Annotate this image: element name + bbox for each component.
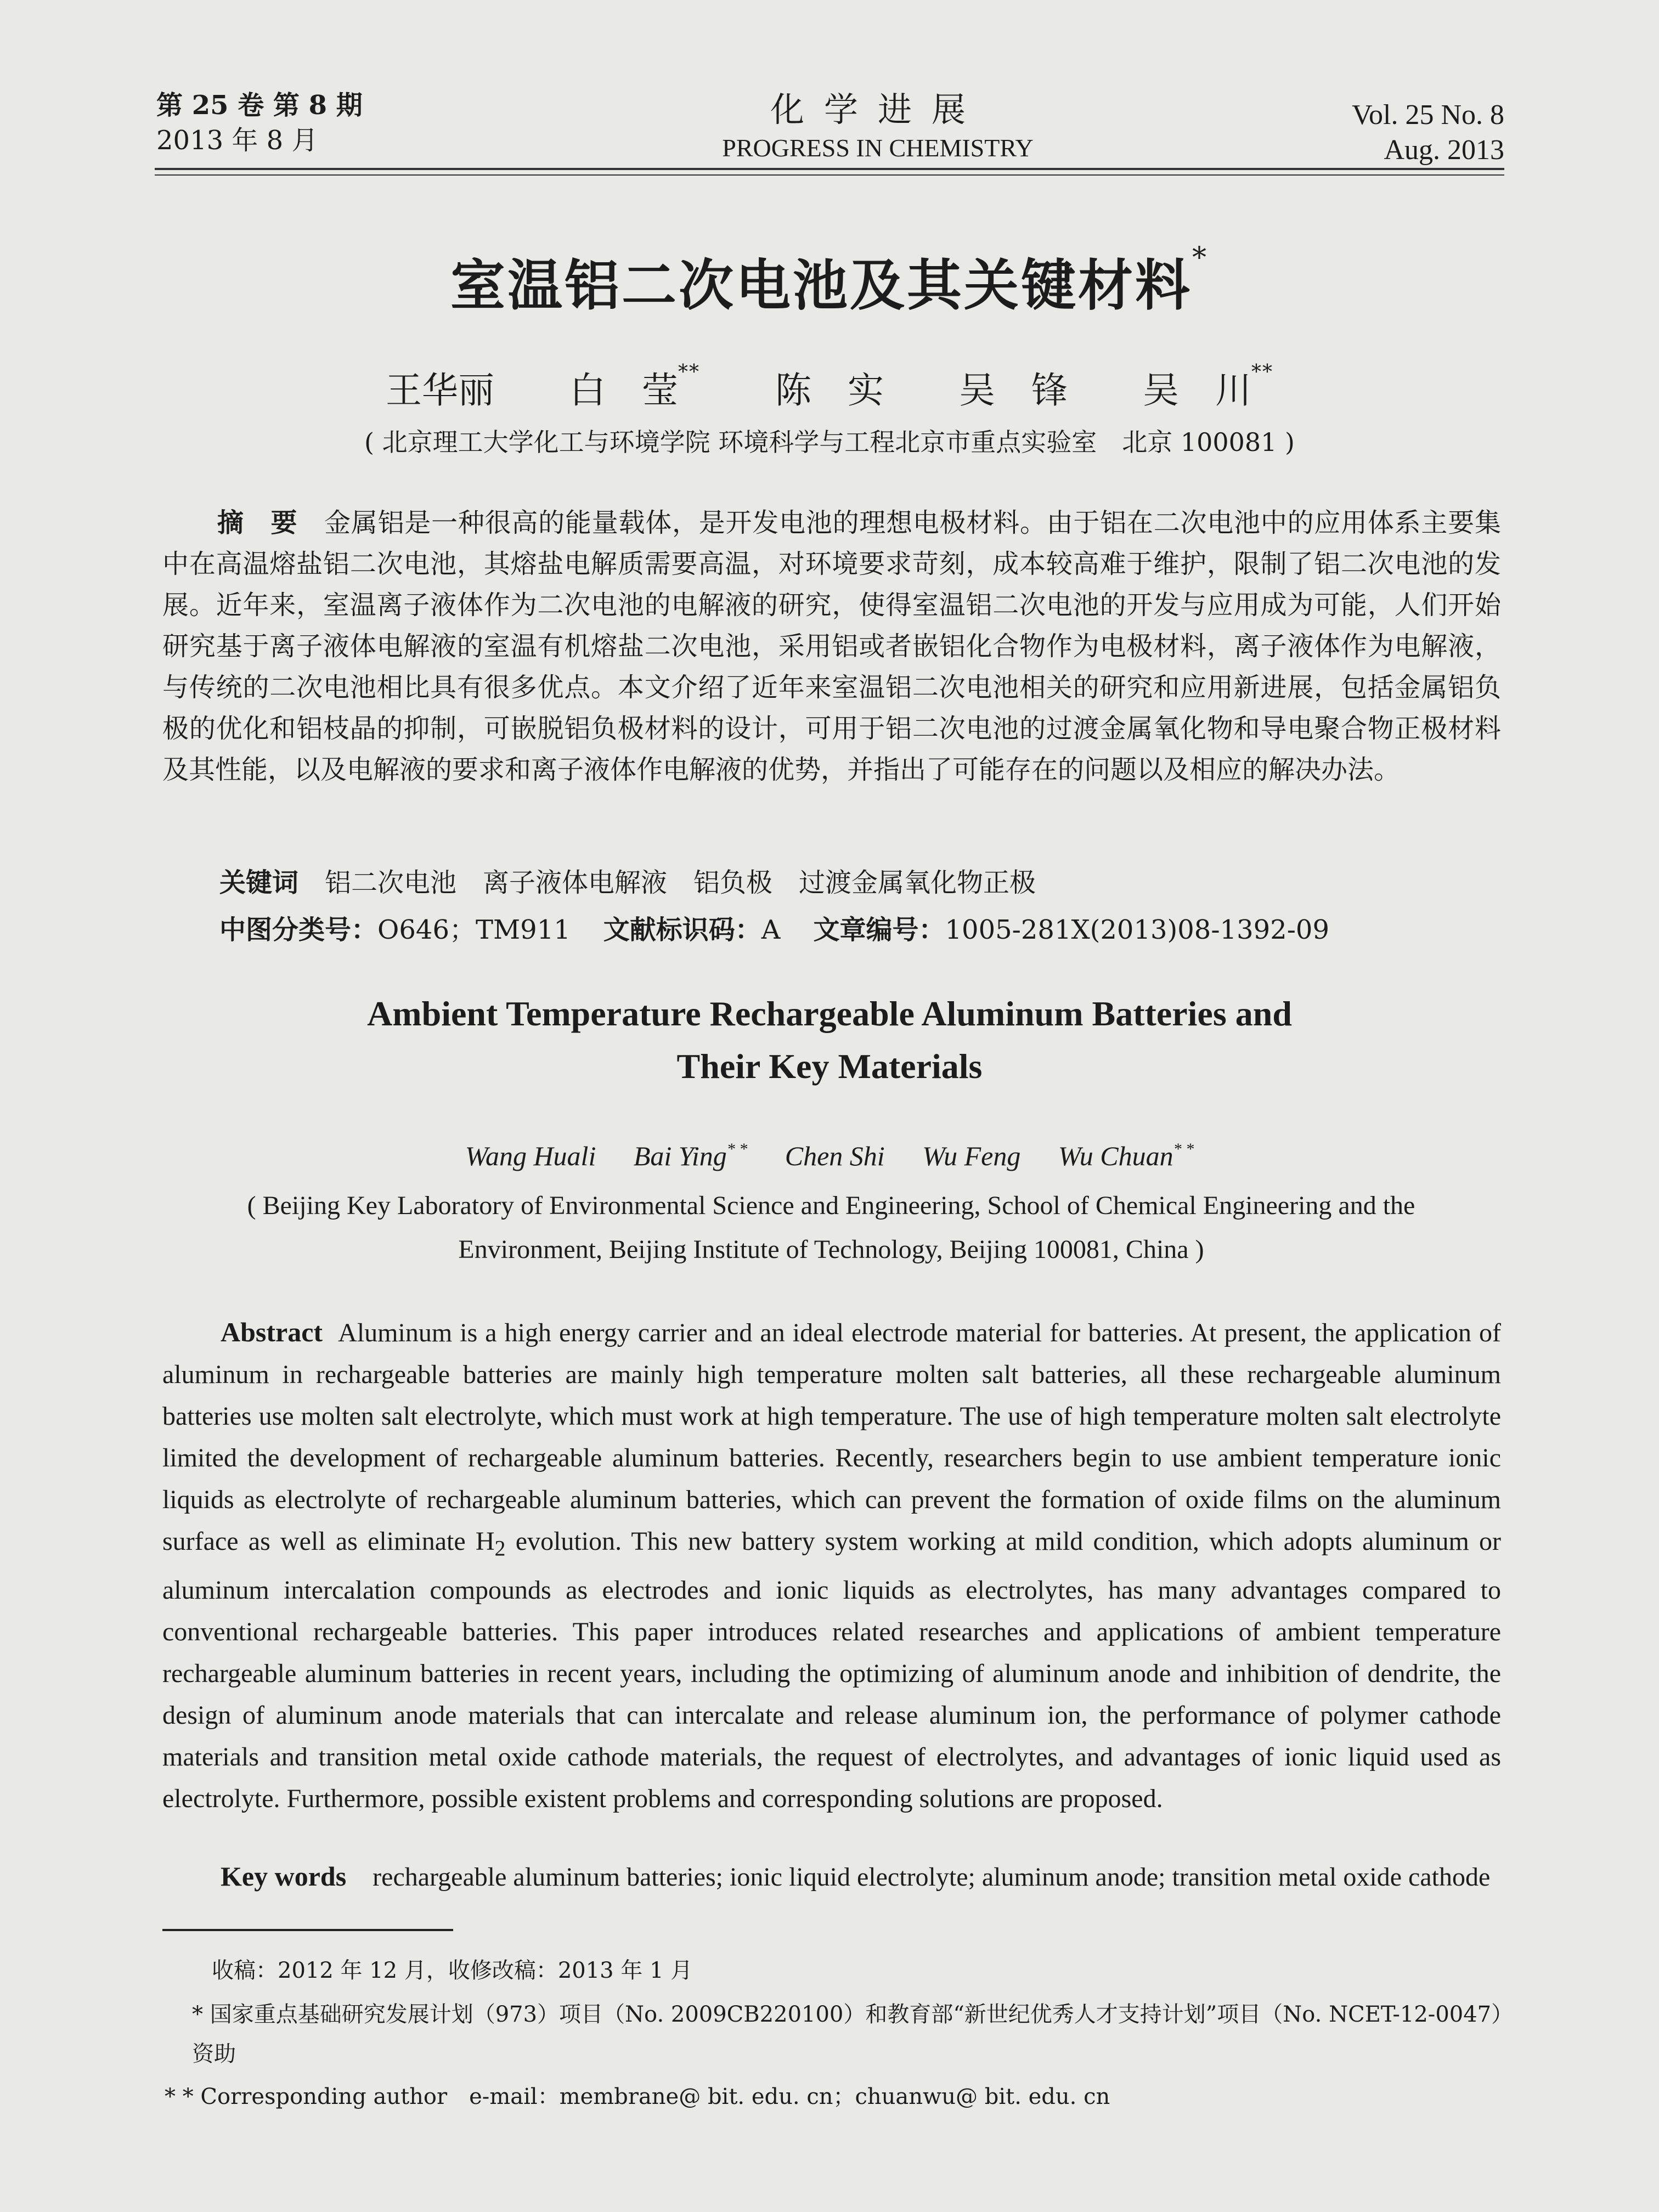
author-cn: 王华丽 <box>386 369 495 411</box>
abstract-subscript: 2 <box>494 1536 506 1561</box>
affiliation-en: ( Beijing Key Laboratory of Environmental Science and Engineering, School of Chemical Engineering and the Environment, Beijing Institute of Technology, Beijing 100081, China ) <box>247 1191 1415 1264</box>
author-cn: 白 莹** <box>569 361 701 411</box>
keywords-label-en: Key words <box>221 1861 347 1892</box>
doc-code-label: 文献标识码： <box>603 915 761 945</box>
issue-info-cn <box>156 88 363 158</box>
authors-en <box>0 1140 1659 1172</box>
keywords-text-en: rechargeable aluminum batteries; ionic liquid electrolyte; aluminum anode; transition metal oxide cathode <box>373 1863 1491 1892</box>
footnote-divider <box>162 1929 453 1931</box>
journal-name-cn: 化学进展 <box>770 89 985 129</box>
affiliation-cn: ( 北京理工大学化工与环境学院 环境科学与工程北京市重点实验室 北京 100081 ) <box>364 427 1295 457</box>
footnote-corresponding: * * Corresponding author e-mail：membrane@ bit. edu. cn；chuanwu@ bit. edu. cn <box>165 2084 1110 2109</box>
issue-volume-cn: 第 25 卷 第 8 期 <box>156 90 363 121</box>
footnote-received: 收稿：2012 年 12 月，收修改稿：2013 年 1 月 <box>212 1958 693 1983</box>
abstract-text-cn: 金属铝是一种很高的能量载体，是开发电池的理想电极材料。由于铝在二次电池中的应用体系主要集中在高温熔盐铝二次电池，其熔盐电解质需要高温，对环境要求苛刻，成本较高难于维护，限制了铝二次电池的发展。近年来，室温离子液体作为二次电池的电解液的研究，使得室温铝二次电池的开发与应用成为可能，人们开始研究基于离子液体电解液的室温有机熔盐二次电池，采用铝或者嵌铝化合物作为电极材料，离子液体作为电解液，与传统的二次电池相比具有很多优点。本文介绍了近年来室温铝二次电池相关的研究和应用新进展，包括金属铝负极的优化和铝枝晶的抑制，可嵌脱铝负极材料的设计，可用于铝二次电池的过渡金属氧化物和导电聚合物正极材料及其性能，以及电解液的要求和离子液体作电解液的优势，并指出了可能存在的问题以及相应的解决办法。 <box>162 507 1501 785</box>
issue-info-en <box>1352 98 1504 168</box>
article-number-label: 文章编号： <box>813 915 945 945</box>
header-rule-thick <box>155 168 1504 170</box>
journal-name-en: PROGRESS IN CHEMISTRY <box>722 134 1034 162</box>
author-en: Bai Ying* * <box>633 1140 748 1171</box>
author-cn: 陈 实 <box>775 369 884 411</box>
keywords-cn <box>219 861 1036 899</box>
journal-name <box>603 82 1152 162</box>
classification-line <box>219 909 1329 946</box>
footnote-funding: * 国家重点基础研究发展计划（973）项目（No. 2009CB220100）和教育部“新世纪优秀人才支持计划”项目（No. NCET-12-0047）资助 <box>192 2002 1503 2067</box>
title-line1-en: Ambient Temperature Rechargeable Aluminum Batteries and <box>367 994 1292 1033</box>
author-en: Wu Feng <box>922 1141 1021 1171</box>
issue-date-en: Aug. 2013 <box>1384 134 1504 166</box>
title-text-cn: 室温铝二次电池及其关键材料 <box>450 253 1192 318</box>
author-cn: 吴 锋 <box>958 369 1068 411</box>
abstract-text-en-part1: Aluminum is a high energy carrier and an ideal electrode material for batteries. At present, the application of aluminum in rechargeable batteries are mainly high temperature molten salt batteries, all these rechargeable aluminum batteries use molten salt electrolyte, which must work at high temperature. The use of high temperature molten salt electrolyte limited the development of rechargeable aluminum batteries. Recently, researchers begin to use ambient temperature ionic liquids as electrolyte of rechargeable aluminum batteries, which can prevent the formation of oxide films on the aluminum surface as well as eliminate H <box>162 1318 1502 1556</box>
title-footnote-mark: * <box>1192 241 1209 274</box>
issue-date-cn: 2013 年 8 月 <box>156 125 318 156</box>
keywords-en <box>162 1854 1501 1899</box>
abstract-label-en: Abstract <box>221 1317 323 1347</box>
header-rule-thin <box>155 174 1504 176</box>
clc-label: 中图分类号： <box>219 915 378 945</box>
abstract-label-cn: 摘 要 <box>217 507 298 538</box>
abstract-text-en-part2: evolution. This new battery system working at mild condition, which adopts aluminum or aluminum intercalation compounds as electrodes and ionic liquids as electrolytes, has many advantages compared to conventional rechargeable batteries. This paper introduces related researches and applications of ambient temperature rechargeable aluminum batteries in recent years, including the optimizing of aluminum anode and inhibition of dendrite, the design of aluminum anode materials that can intercalate and release aluminum ion, the performance of polymer cathode materials and transition metal oxide cathode materials, the request of electrolytes, and advantages of ionic liquid used as electrolyte. Furthermore, possible existent problems and corresponding solutions are proposed. <box>162 1527 1501 1813</box>
clc-value: O646；TM911 <box>377 915 571 945</box>
abstract-en <box>162 1311 1501 1820</box>
author-cn: 吴 川** <box>1142 361 1273 411</box>
keywords-text-cn: 铝二次电池 离子液体电解液 铝负极 过渡金属氧化物正极 <box>325 867 1036 898</box>
authors-cn <box>0 361 1659 413</box>
keywords-label-cn: 关键词 <box>219 867 299 898</box>
author-en: Wang Huali <box>465 1141 596 1171</box>
article-title-en <box>0 988 1659 1093</box>
issue-volume-en: Vol. 25 No. 8 <box>1352 99 1504 131</box>
doc-code-value: A <box>761 915 781 945</box>
article-number-value: 1005-281X(2013)08-1392-09 <box>945 915 1330 945</box>
abstract-cn <box>162 503 1501 791</box>
author-en: Chen Shi <box>785 1141 885 1171</box>
title-line2-en: Their Key Materials <box>676 1047 983 1086</box>
article-title-cn <box>0 241 1659 320</box>
author-en: Wu Chuan* * <box>1058 1140 1194 1171</box>
